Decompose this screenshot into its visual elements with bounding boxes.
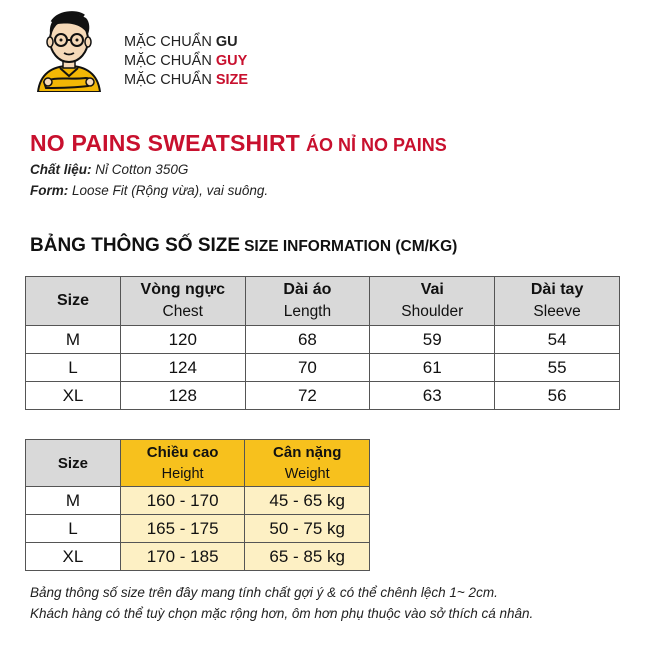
size-header: Size [26, 440, 121, 487]
table-row [26, 326, 620, 354]
length-cell: 70 [245, 354, 370, 382]
sleeve-header: Dài tay Sleeve [495, 277, 620, 326]
shoulder-cell: 59 [370, 326, 495, 354]
chest-header: Vòng ngực Chest [120, 277, 245, 326]
height-cell: 170 - 185 [120, 543, 245, 571]
table-row [26, 354, 620, 382]
size-cell: M [26, 487, 121, 515]
size-cell: XL [26, 543, 121, 571]
height-weight-table [25, 439, 370, 571]
weight-cell: 50 - 75 kg [245, 515, 370, 543]
table-row [26, 487, 370, 515]
chest-cell: 120 [120, 326, 245, 354]
size-cell: M [26, 326, 121, 354]
height-cell: 160 - 170 [120, 487, 245, 515]
length-header: Dài áo Length [245, 277, 370, 326]
height-header: Chiều cao Height [120, 440, 245, 487]
sleeve-cell: 56 [495, 382, 620, 410]
size-header: Size [26, 277, 121, 326]
height-cell: 165 - 175 [120, 515, 245, 543]
table-row [26, 382, 620, 410]
sleeve-cell: 55 [495, 354, 620, 382]
length-cell: 68 [245, 326, 370, 354]
table-row [26, 543, 370, 571]
size-table-heading: BẢNG THÔNG SỐ SIZE SIZE INFORMATION (CM/KG) [30, 235, 458, 256]
mascot-logo-icon [28, 8, 110, 92]
product-title [30, 130, 447, 157]
note-line-1: Bảng thông số size trên đây mang tính chất gợi ý & có thể chênh lệch 1~ 2cm. [30, 585, 498, 600]
shoulder-header: Vai Shoulder [370, 277, 495, 326]
form-line: Form: Loose Fit (Rộng vừa), vai suông. [30, 183, 269, 198]
size-info-table [25, 276, 620, 410]
shoulder-cell: 63 [370, 382, 495, 410]
table-header-row [26, 277, 620, 326]
slogan-line-3: MẶC CHUẨN SIZE [124, 72, 249, 88]
length-cell: 72 [245, 382, 370, 410]
sleeve-cell: 54 [495, 326, 620, 354]
size-cell: L [26, 354, 121, 382]
weight-cell: 45 - 65 kg [245, 487, 370, 515]
table-header-row [26, 440, 370, 487]
slogan-line-1: MẶC CHUẨN GU [124, 34, 238, 50]
weight-cell: 65 - 85 kg [245, 543, 370, 571]
product-name: NO PAINS SWEATSHIRT [30, 130, 301, 156]
product-name-vi: ÁO NỈ NO PAINS [306, 135, 447, 155]
chest-cell: 128 [120, 382, 245, 410]
weight-header: Cân nặng Weight [245, 440, 370, 487]
shoulder-cell: 61 [370, 354, 495, 382]
size-cell: XL [26, 382, 121, 410]
chest-cell: 124 [120, 354, 245, 382]
note-line-2: Khách hàng có thể tuỳ chọn mặc rộng hơn, ôm hơn phụ thuộc vào sở thích cá nhân. [30, 606, 534, 621]
table-row [26, 515, 370, 543]
material-line: Chất liệu: Nỉ Cotton 350G [30, 162, 189, 177]
size-cell: L [26, 515, 121, 543]
slogan-line-2: MẶC CHUẨN GUY [124, 53, 248, 69]
